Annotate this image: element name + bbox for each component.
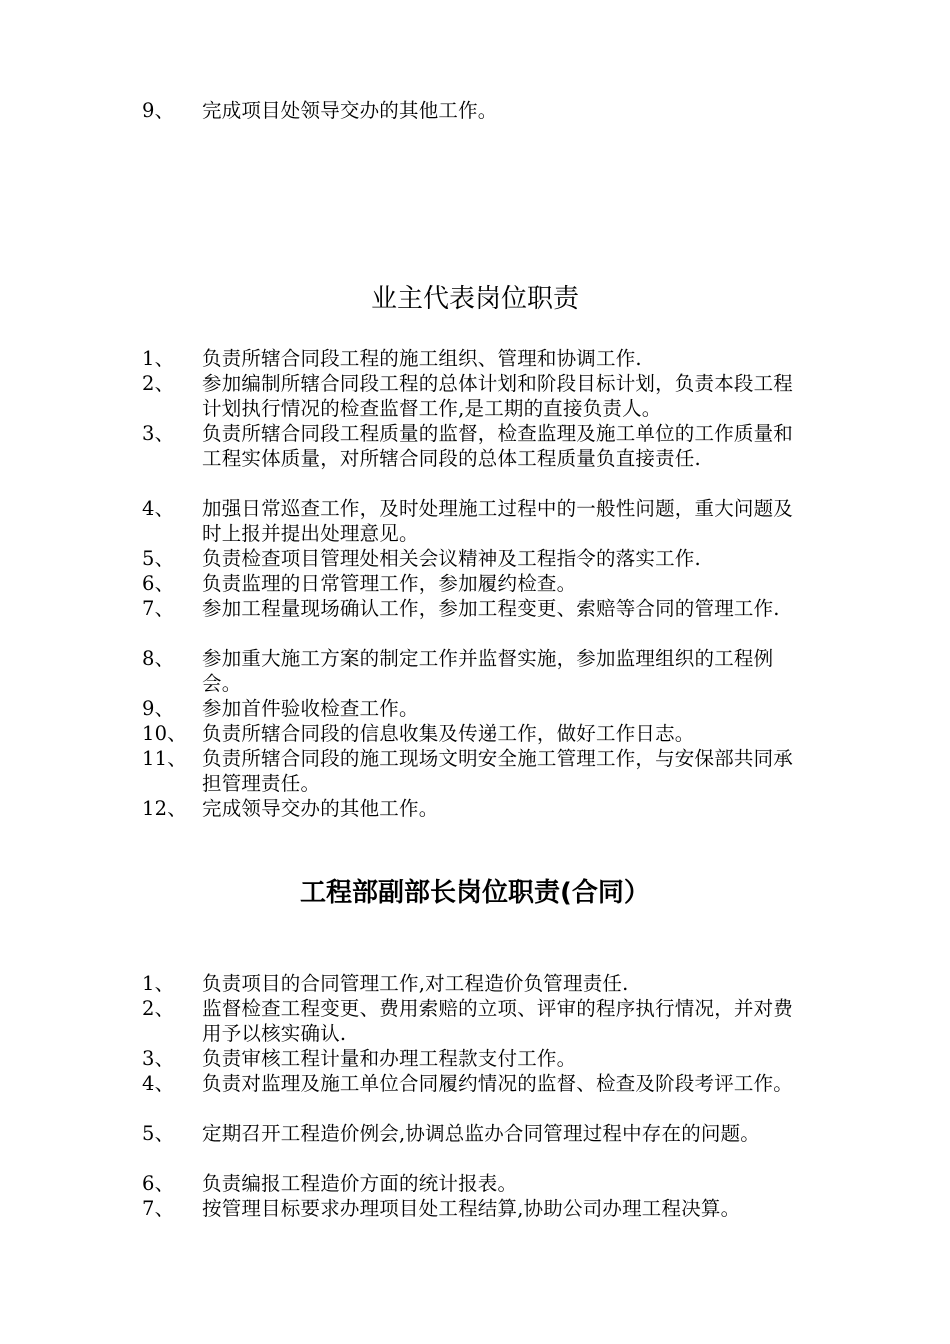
- item-number: 12、: [142, 797, 187, 820]
- list-item: [142, 696, 812, 721]
- list-item: [142, 646, 812, 696]
- item-text: 按管理目标要求办理项目处工程结算,协助公司办理工程决算。: [202, 1197, 741, 1220]
- item-text: 参加编制所辖合同段工程的总体计划和阶段目标计划，负责本段工程计划执行情况的检查监督工作,是工期的直接负责人。: [202, 372, 794, 420]
- item-text: 负责所辖合同段工程质量的监督，检查监理及施工单位的工作质量和工程实体质量，对所辖合同段的总体工程质量负直接责任.: [202, 422, 794, 470]
- item-text: 参加工程量现场确认工作，参加工程变更、索赔等合同的管理工作.: [202, 597, 780, 620]
- item-number: 9、: [142, 697, 175, 720]
- list-item: [142, 98, 812, 123]
- item-text: 负责编报工程造价方面的统计报表。: [202, 1172, 518, 1195]
- list-item: [142, 1171, 812, 1196]
- item-number: 11、: [142, 747, 187, 770]
- item-number: 6、: [142, 1172, 175, 1195]
- list-item: [142, 1071, 812, 1096]
- item-text: 负责所辖合同段的信息收集及传递工作，做好工作日志。: [202, 722, 695, 745]
- item-text: 完成项目处领导交办的其他工作。: [202, 99, 498, 122]
- item-number: 9、: [142, 99, 175, 122]
- item-number: 10、: [142, 722, 187, 745]
- section-title-owner-representative: 业主代表岗位职责: [370, 284, 579, 314]
- item-text: 负责所辖合同段的施工现场文明安全施工管理工作，与安保部共同承担管理责任。: [202, 747, 794, 795]
- item-number: 1、: [142, 972, 175, 995]
- list-item: [142, 1196, 812, 1221]
- item-text: 参加首件验收检查工作。: [202, 697, 419, 720]
- list-item: [142, 996, 812, 1046]
- item-number: 5、: [142, 1122, 175, 1145]
- list-item: [142, 796, 812, 821]
- list-item: [142, 1121, 812, 1146]
- list-item: [142, 971, 812, 996]
- item-text: 完成领导交办的其他工作。: [202, 797, 439, 820]
- list-item: [142, 721, 812, 746]
- list-item: [142, 596, 812, 621]
- list-item: [142, 571, 812, 596]
- item-text: 监督检查工程变更、费用索赔的立项、评审的程序执行情况，并对费用予以核实确认.: [202, 997, 794, 1045]
- list-item: [142, 746, 812, 796]
- item-text: 加强日常巡查工作，及时处理施工过程中的一般性问题，重大问题及时上报并提出处理意见。: [202, 497, 794, 545]
- list-item: [142, 371, 812, 421]
- list-item: [142, 546, 812, 571]
- item-number: 7、: [142, 1197, 175, 1220]
- item-number: 8、: [142, 647, 175, 670]
- item-number: 2、: [142, 997, 175, 1020]
- list-item: [142, 496, 812, 546]
- item-number: 4、: [142, 1072, 175, 1095]
- item-text: 负责对监理及施工单位合同履约情况的监督、检查及阶段考评工作。: [202, 1072, 794, 1095]
- list-item: [142, 421, 812, 471]
- item-text: 负责监理的日常管理工作，参加履约检查。: [202, 572, 577, 595]
- item-text: 参加重大施工方案的制定工作并监督实施，参加监理组织的工程例会。: [202, 647, 774, 695]
- item-text: 负责审核工程计量和办理工程款支付工作。: [202, 1047, 577, 1070]
- item-number: 5、: [142, 547, 175, 570]
- list-item: [142, 1046, 812, 1071]
- item-number: 1、: [142, 347, 175, 370]
- item-text: 负责检查项目管理处相关会议精神及工程指令的落实工作.: [202, 547, 701, 570]
- item-text: 负责所辖合同段工程的施工组织、管理和协调工作.: [202, 347, 642, 370]
- item-number: 3、: [142, 422, 175, 445]
- list-item: [142, 346, 812, 371]
- item-text: 负责项目的合同管理工作,对工程造价负管理责任.: [202, 972, 629, 995]
- section-title-deputy-director-contract: 工程部副部长岗位职责(合同）: [300, 878, 650, 908]
- item-text: 定期召开工程造价例会,协调总监办合同管理过程中存在的问题。: [202, 1122, 760, 1145]
- item-number: 7、: [142, 597, 175, 620]
- item-number: 4、: [142, 497, 175, 520]
- item-number: 3、: [142, 1047, 175, 1070]
- item-number: 6、: [142, 572, 175, 595]
- item-number: 2、: [142, 372, 175, 395]
